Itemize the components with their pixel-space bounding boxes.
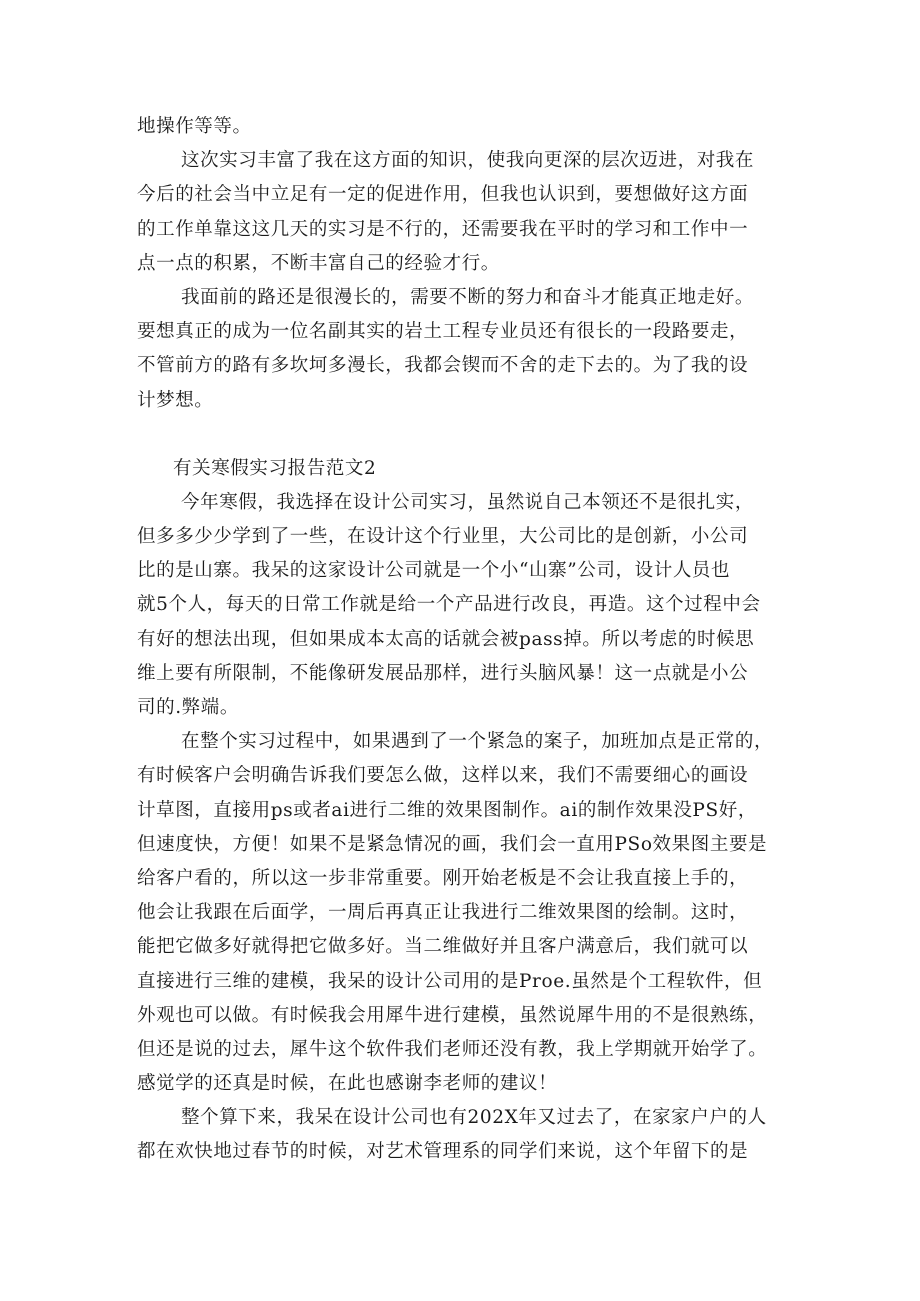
text-line: 地操作等等。	[137, 116, 252, 137]
text-line: 今后的社会当中立足有一定的促进作用，但我也认识到，要想做好这方面	[137, 184, 749, 206]
text-line: 外观也可以做。有时候我会用犀牛进行建模，虽然说犀牛用的不是很熟练，	[137, 1004, 768, 1026]
text-line: 但还是说的过去，犀牛这个软件我们老师还没有教，我上学期就开始学了。	[137, 1038, 768, 1060]
text-line: 有时候客户会明确告诉我们要怎么做，这样以来，我们不需要细心的画设	[137, 765, 749, 787]
text-line: 今年寒假，我选择在设计公司实习，虽然说自己本领还不是很扎实，	[181, 491, 755, 513]
text-line: 要想真正的成为一位名副其实的岩土工程专业员还有很长的一段路要走，	[137, 321, 749, 343]
text-line: 他会让我跟在后面学，一周后再真正让我进行二维效果图的绘制。这时，	[137, 902, 749, 924]
text-line: 在整个实习过程中，如果遇到了一个紧急的案子，加班加点是正常的，	[181, 731, 774, 753]
text-line: 但速度快，方便！如果不是紧急情况的画，我们会一直用PSo效果图主要是	[137, 833, 768, 855]
text-line: 不管前方的路有多坎坷多漫长，我都会锲而不舍的走下去的。为了我的设	[137, 355, 749, 377]
text-line: 我面前的路还是很漫长的，需要不断的努力和奋斗才能真正地走好。	[181, 286, 755, 308]
text-line: 但多多少少学到了一些，在设计这个行业里，大公司比的是创新，小公司	[137, 526, 749, 548]
text-line: 的工作单靠这这几天的实习是不行的，还需要我在平时的学习和工作中一	[137, 218, 749, 240]
text-line: 比的是山寨。我呆的这家设计公司就是一个小“山寨”公司，设计人员也	[137, 560, 731, 582]
text-line: 计梦想。	[137, 389, 214, 411]
section-heading: 有关寒假实习报告范文2	[173, 457, 377, 479]
text-line: 点一点的积累，不断丰富自己的经验才行。	[137, 252, 500, 274]
text-line: 直接进行三维的建模，我呆的设计公司用的是Proe.虽然是个工程软件，但	[137, 970, 763, 992]
text-line: 感觉学的还真是时候，在此也感谢李老师的建议！	[137, 1073, 558, 1095]
text-line: 计草图，直接用ps或者ai进行二维的效果图制作。ai的制作效果没PS好，	[137, 799, 757, 821]
text-line: 能把它做多好就得把它做多好。当二维做好并且客户满意后，我们就可以	[137, 936, 749, 958]
text-line: 给客户看的，所以这一步非常重要。刚开始老板是不会让我直接上手的，	[137, 867, 749, 889]
text-line: 这次实习丰富了我在这方面的知识，使我向更深的层次迈进，对我在	[181, 150, 755, 172]
document-page	[137, 110, 797, 1170]
text-line: 司的.弊端。	[137, 697, 239, 718]
text-line: 整个算下来，我呆在设计公司也有202X年又过去了，在家家户户的人	[181, 1107, 767, 1129]
text-line: 维上要有所限制，不能像研发展品那样，进行头脑风暴！这一点就是小公	[137, 662, 749, 684]
text-line: 就5个人，每天的日常工作就是给一个产品进行改良，再造。这个过程中会	[137, 594, 761, 616]
text-line: 都在欢快地过春节的时候，对艺术管理系的同学们来说，这个年留下的是	[137, 1141, 749, 1163]
text-line: 有好的想法出现，但如果成本太高的话就会被pass掉。所以考虑的时候思	[137, 628, 755, 650]
